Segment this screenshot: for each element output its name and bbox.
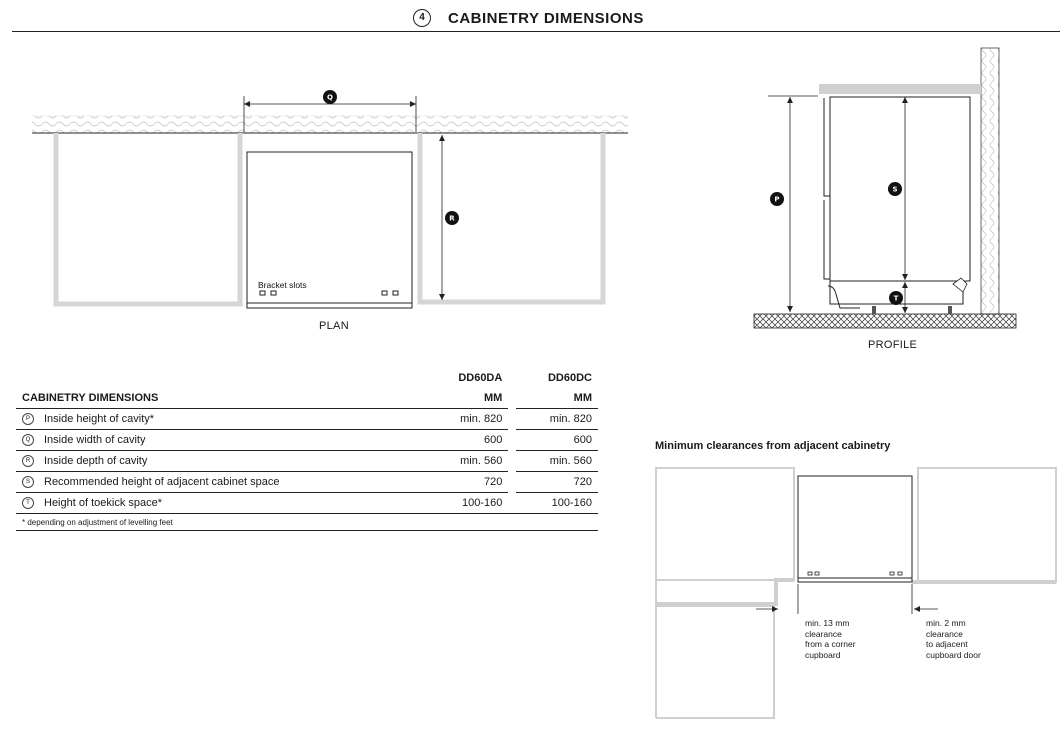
row-label: Inside height of cavity* — [44, 412, 155, 425]
header-divider — [12, 31, 1060, 32]
svg-text:T: T — [893, 294, 899, 303]
clearances-diagram — [650, 464, 1060, 724]
floor — [754, 314, 1016, 328]
table-footnote: * depending on adjustment of levelling feet — [16, 514, 598, 531]
row-label: Inside width of cavity — [44, 433, 146, 446]
row-value: 600 — [427, 430, 509, 451]
svg-text:R: R — [449, 214, 455, 223]
foot — [872, 306, 876, 314]
cabinetry-dimensions-table — [16, 368, 598, 532]
letter-badge: Q — [22, 434, 34, 446]
row-label: Recommended height of adjacent cabinet space — [44, 475, 280, 488]
page-header — [0, 0, 1060, 32]
dishwasher-door — [824, 98, 830, 279]
table-row — [16, 430, 598, 451]
wall — [981, 48, 999, 314]
profile-caption: PROFILE — [868, 339, 918, 351]
profile-diagram — [748, 46, 1022, 336]
row-label: Inside depth of cavity — [44, 454, 148, 467]
unit-header: MM — [573, 392, 592, 404]
letter-badge: S — [22, 476, 34, 488]
table-row — [16, 451, 598, 472]
row-value: min. 820 — [516, 409, 598, 430]
left-cabinet — [656, 468, 794, 580]
row-value: 720 — [516, 472, 598, 493]
letter-badge: T — [22, 497, 34, 509]
row-value: min. 560 — [427, 451, 509, 472]
model-header: DD60DA — [458, 372, 503, 384]
plan-caption: PLAN — [319, 320, 349, 332]
table-row — [16, 493, 598, 514]
row-value: min. 560 — [516, 451, 598, 472]
dishwasher-clearance — [798, 476, 912, 580]
row-value: 100-160 — [427, 493, 509, 514]
plan-diagram — [28, 88, 632, 314]
table-row — [16, 409, 598, 430]
unit-header: MM — [484, 392, 503, 404]
clearances-title: Minimum clearances from adjacent cabinetry — [655, 440, 891, 452]
left-clearance-note: min. 13 mm clearance from a corner cupboard — [805, 618, 856, 660]
table-row — [16, 472, 598, 493]
benchtop — [32, 116, 628, 133]
row-value: 720 — [427, 472, 509, 493]
right-cabinet — [918, 468, 1056, 582]
letter-badge: P — [22, 413, 34, 425]
svg-text:Q: Q — [327, 93, 333, 102]
row-value: 600 — [516, 430, 598, 451]
section-number-badge: 4 — [413, 9, 431, 27]
table-heading: CABINETRY DIMENSIONS — [22, 392, 159, 404]
right-clearance-note: min. 2 mm clearance to adjacent cupboard door — [926, 618, 981, 660]
profile-benchtop — [819, 84, 981, 94]
row-label: Height of toekick space* — [44, 496, 163, 509]
row-value: 100-160 — [516, 493, 598, 514]
foot — [948, 306, 952, 314]
left-adjacent-cabinet — [56, 133, 240, 304]
letter-badge: R — [22, 455, 34, 467]
page-title: CABINETRY DIMENSIONS — [448, 10, 644, 27]
svg-text:P: P — [774, 195, 780, 204]
bracket-slots-label: Bracket slots — [258, 280, 307, 290]
svg-text:S: S — [892, 185, 898, 194]
model-header: DD60DC — [547, 372, 592, 384]
row-value: min. 820 — [427, 409, 509, 430]
corner-cupboard — [656, 580, 794, 604]
